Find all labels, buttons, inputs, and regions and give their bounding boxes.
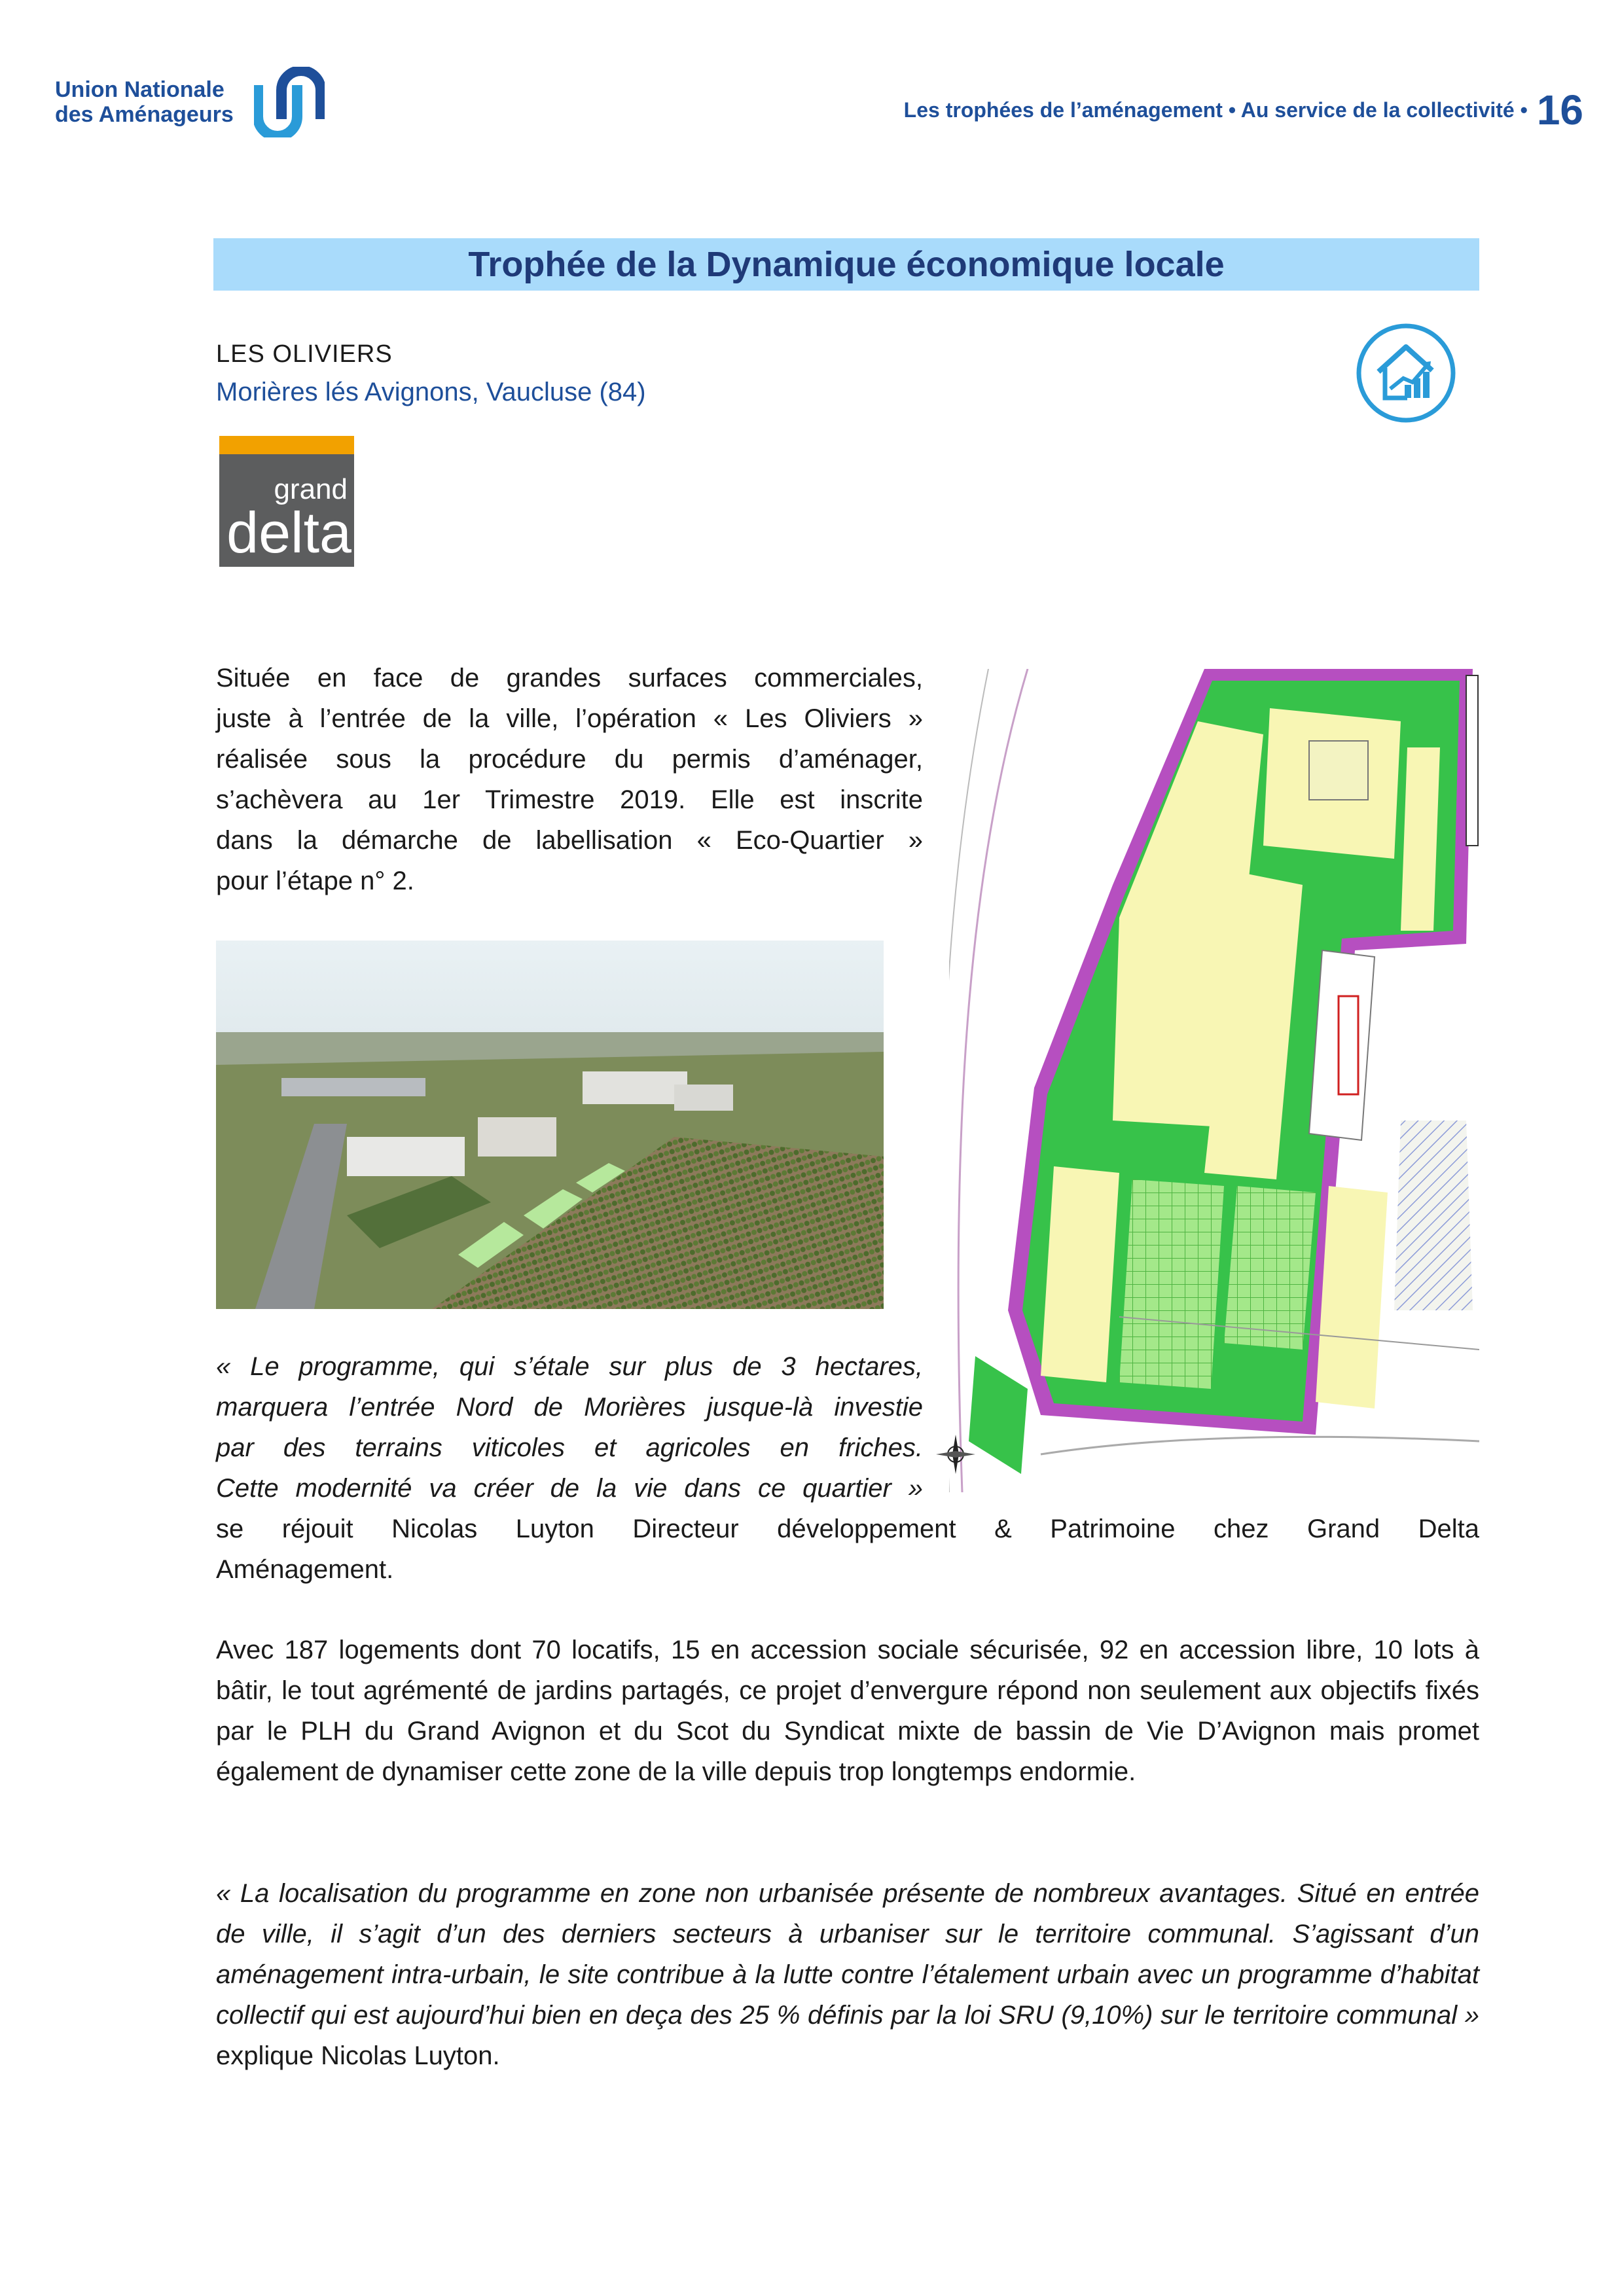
quote1-line-text: marquera l’entrée Nord de Morières jusque-là investie [216, 1393, 923, 1422]
intro-line: juste à l’entrée de la ville, l’opération « Les Oliviers » [216, 704, 923, 733]
page-title: Trophée de la Dynamique économique locale [468, 245, 1225, 284]
house-growth-chart-icon [1354, 321, 1458, 425]
site-plan [949, 669, 1479, 1492]
org-name-line2: des Aménageurs [55, 102, 234, 127]
quote1-line-text: « Le programme, qui s’étale sur plus de 3 hectares, [216, 1352, 923, 1381]
page-number: 16 [1536, 86, 1583, 134]
attribution-line: Aménagement. [216, 1555, 394, 1584]
grand-delta-logo [219, 436, 354, 567]
intro-line: pour l’étape n° 2. [216, 867, 414, 895]
quote1-line [216, 1468, 923, 1509]
quote1-line [216, 1346, 923, 1387]
intro-line: s’achèvera au 1er Trimestre 2019. Elle est inscrite [216, 785, 923, 814]
logo-word-grand: grand [274, 473, 348, 505]
logo-orange-bar [219, 436, 354, 454]
project-location: Morières lés Avignons, Vaucluse (84) [216, 378, 646, 406]
header-caption: Les trophées de l’aménagement • Au service de la collectivité • [903, 98, 1528, 122]
quote1-attribution [216, 1509, 1479, 1590]
attribution-line: se réjouit Nicolas Luyton Directeur développement & Patrimoine chez Grand Delta [216, 1515, 1479, 1543]
aerial-photo [216, 941, 884, 1309]
body-paragraph: Avec 187 logements dont 70 locatifs, 15 en accession sociale sécurisée, 92 en accession libre, 10 lots à bâtir, le tout agrémenté de jardins partagés, ce projet d’envergure répond non seulement aux objectifs fixés par le PLH du Grand Avignon et du Scot du Syndicat mixte de bassin de Vie D’Avignon mais promet également de dynamiser cette zone de la ville depuis trop longtemps endormie. [216, 1636, 1479, 1786]
logo-word-delta: delta [226, 500, 351, 565]
quote2-text: « La localisation du programme en zone non urbanisée présente de nombreux avantages. Situé en entrée de ville, il s’agit d’un des derniers secteurs à urbaniser sur le territoire communal. S’agissant d’un aménagement intra-urbain, le site contribue à la lutte contre l’étalement urbain avec un programme d’habitat collectif qui est aujourd’hui bien en deça des 25 % définis par la loi SRU (9,10%) sur le territoire communal » [216, 1879, 1479, 2030]
logo-un-mark [254, 67, 325, 137]
quote1-line [216, 1427, 923, 1468]
quote1-line-text: par des terrains viticoles et agricoles en friches. [216, 1433, 923, 1462]
intro-line: réalisée sous la procédure du permis d’aménager, [216, 745, 923, 774]
quote1-line-text: Cette modernité va créer de la vie dans ce quartier » [216, 1474, 923, 1503]
north-arrow-icon [935, 1433, 977, 1475]
quote2-attribution: explique Nicolas Luyton. [216, 2041, 500, 2070]
quote2-paragraph [216, 1873, 1479, 2076]
intro-paragraph [216, 658, 923, 901]
intro-line: Située en face de grandes surfaces commerciales, [216, 664, 923, 692]
project-name: LES OLIVIERS [216, 340, 393, 368]
running-header [904, 84, 1583, 136]
intro-line: dans la démarche de labellisation « Eco-Quartier » [216, 826, 923, 855]
org-logo-text [55, 77, 234, 127]
quote1-line [216, 1387, 923, 1427]
title-band [213, 238, 1479, 291]
org-name-line1: Union Nationale [55, 77, 225, 102]
